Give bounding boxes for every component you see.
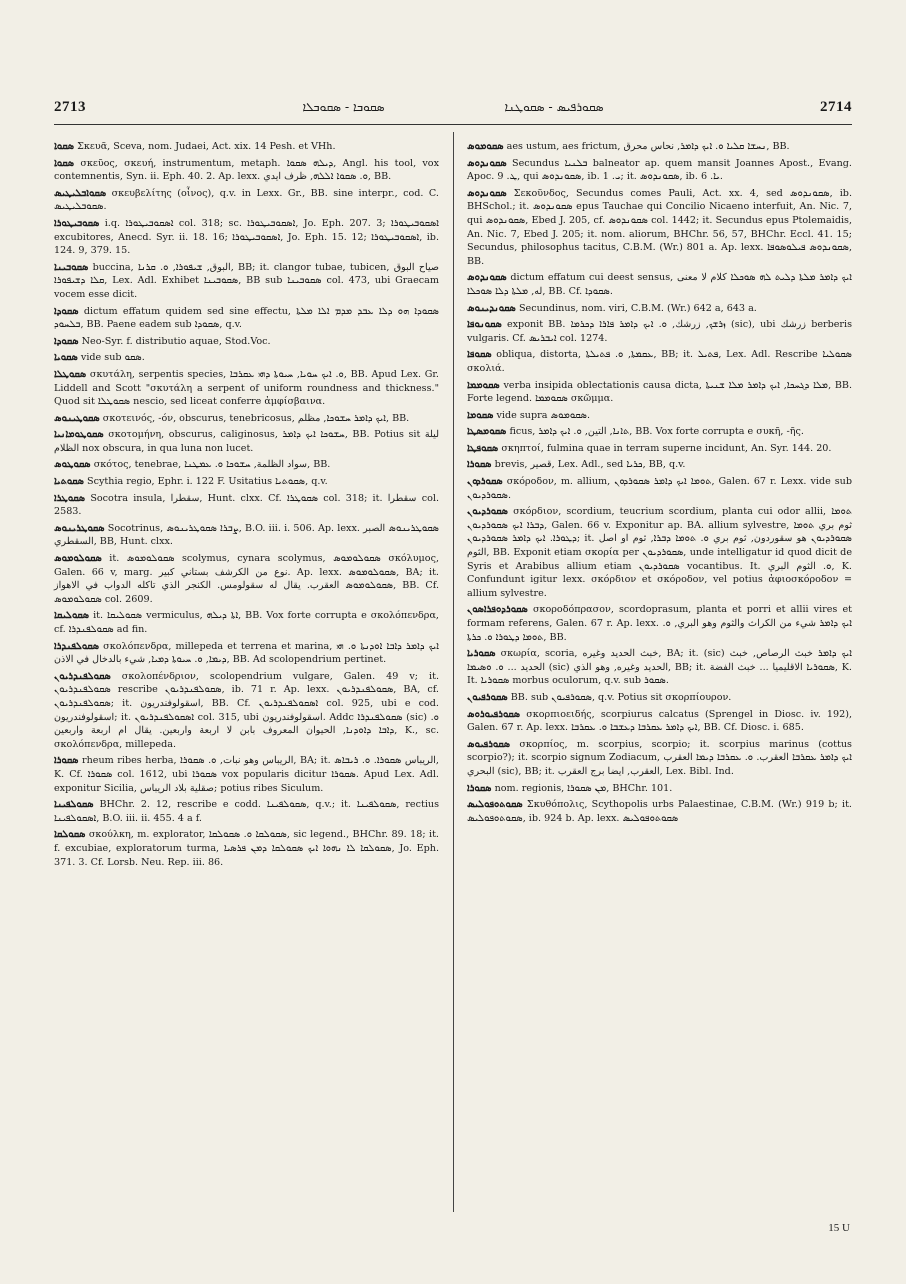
entry-text: σκευβελίτης (οἶνος), q.v. in Lexx. Gr., BB. sine interpr., cod. C. ܣܩܘܒܠܝܛܝܣ. [54,187,439,213]
entry-text: Σεκοῦνδος, Secundus comes Pauli, Act. xx. 4, sed ܣܩܘܢܕܘܣ, ib. BHSchol.; it. ܣܩܘܢܕܘܣ epus Tauchae qui Concilio Nicaeno interfuit, An. Nic. 7, qui ܣܩܘܢܕܘܣ, Ebed J. 205, cf. ܣܩܘܢܕܘܣ col. 1442; it. Secundus epus Ptolemaidis, An. Nic. 7, Ebed J. 205; it. nom. aliorum, BHChr. 56, 57, BHChr. Eccl. 41. 15; Secundus, philosophus tacitus, C.B.M. (Wr.) 801 a. Ap. lexx. ܣܩܘܢܕܘܣ ܦܝܠܘܣܘܦܐ, BB. [467,187,852,267]
entry-headword: ܣܩܘܪܐ [467,459,492,471]
entry-headword: ܣܩܘܪܐ [467,782,492,794]
entry-headword: ܣܩܘܐ [54,141,75,152]
dictionary-entry [467,187,852,269]
entry-text: nom. regionis, ܡܢ ܣܩܘܪܐ, BHChr. 101. [494,782,673,794]
entry-headword: ܣܩܘܢܕܘܣ [467,187,507,199]
entry-headword: ܣܩܘܠܦܢܕܪܝܘܢ [54,670,111,682]
dictionary-entry [54,187,439,214]
entry-text: Socotrinus, ܨܒܪܐ ܣܩܘܛܪܝܢܘܣ, B.O. iii. i. 506. Ap. lexx. ܣܩܘܛܪܝܢܘܣ الصبر السقطري, BB, Hunt. clxx. [54,522,440,548]
dictionary-entry [54,305,439,332]
running-head-left: ܣܩܘܒܐ - ܣܩܘܒܠܐ [302,99,385,114]
entry-headword: ܣܩܘܢܕܘܣ [467,272,507,284]
dictionary-entry [54,640,439,667]
entry-text: σκοτομήνη, obscurus, caliginosus, ܚܫܘܟܐ ܐܝܟ ܕܐܡܪ, BB. Potius sit ليلة الظلام nox obscura, in qua luna non lucet. [54,429,439,454]
entry-headword: ܣܩܘܠܩܐ [54,829,86,841]
entry-text: ficus, ܬܐܢܐ, التين, ܘ. ܐܝܟ ܕܐܡܪ, BB. Vox forte corrupta e συκῆ, -ῆς. [509,426,804,438]
entry-text: σκούλκη, m. explorator, ܣܩܘܠܩܐ ܘ. ܣܩܘܠܩܐ, sic legend., BHChr. 89. 18; it. f. excubiae, exploratorum turma, ܣܩܘܠܩܐ ܠܐ ܢܗܘܐ ܐܝܟ ܣܩܘܠܩܐ ܕܡܢ ܦܪܣܝܐ, Jo. Eph. 371. 3. Cf. Lorsb. Neu. Rep. iii. 86. [54,829,439,868]
entry-text: it. ܣܩܘܠܘܡܘܣ scolymus, cynara scolymus, ܣܩܘܠܘܡܘܣ σκόλυμος, Galen. 66 v, marg. نوع من الكرشف بستاني كبير. Ap. lexx. ܣܩܘܠܘܡܘܣ, BA; it. ܣܩܘܠܘܡܘܣ العقرب. يقال له سقولومس. الكنجر الذي تاكله الدواب في الاهواز, BB. Cf. ܣܩܘܠܘܡܘܣ col. 2609. [54,553,440,605]
dictionary-entry [54,412,439,426]
entry-headword: ܣܩܘܛܘܡܐܢܝܐ [54,429,104,441]
entry-headword: ܣܩܘܐܒܠܝܛܝܣ [54,187,107,199]
entry-headword: ܣܩܘܪܦܝܘܢ [467,691,508,703]
dictionary-entry [467,691,852,705]
dictionary-entry [467,603,852,644]
dictionary-entry [54,368,439,409]
entry-text: σκορπιοειδής, scorpiurus calcatus (Sprengel in Diosc. iv. 192), Galen. 67 r. Ap. lexx. ܐܝܟ ܕܐܡܪ ܥܩܪܒܐ ܕܥܫܒܐ ܘ. ܥܩܪܒܐ, BB. Cf. Diosc. i. 685. [467,708,852,734]
dictionary-entry [467,458,852,472]
entry-headword: ܣܩܘܛܘܣ [54,459,91,471]
entry-headword: ܣܩܘܢܘܦܐ [467,319,502,331]
entry-headword: ܣܩܘܪܝܐ [467,648,496,660]
entry-headword: ܣܩܘܦܐ [467,349,492,361]
dictionary-entry [467,318,852,345]
dictionary-entry [467,157,852,184]
dictionary-entry [54,522,439,549]
entry-headword: ܣܩܘܪܦܝܘܣ [467,738,511,750]
entry-headword: ܣܩܘܡܘܣ [467,141,504,152]
dictionary-entry [54,335,439,349]
entry-text: brevis, قصير, Lex. Adl., sed ܟܪܝܐ, BB, q.v. [494,459,686,471]
entry-headword: ܣܩܘܠܘܡܘܣ [54,553,102,565]
header-rule [54,124,852,125]
dictionary-entry [54,458,439,472]
entry-text: BHChr. 2. 12, rescribe e codd. ܣܩܘܠܦܝܢܐ, q.v.; it. ܣܩܘܠܦܝܢܐ, rectius ܐܣܩܘܠܦܝܢܐ, B.O. iii. ii. 455. 4 a f. [54,799,439,824]
dictionary-entry [54,140,439,154]
entry-text: dictum effatum quidem sed sine effectu, ܣܩܘܕܐ ܗܘ ܕܠܐ ܥܒܕ ܡܕܡ ܐܠܐ ܡܠܬܐ ܒܠܚܘܕ, BB. Paene eadem sub ܣܩܘܕܐ, q.v. [54,305,439,331]
entry-text: buccina, البوق, ܫܝܦܘܪܐ, ܘ. ܩܪܢܐ, BB; it. clangor tubae, tubicen, صياح البوق ܩܠܐ ܕܫܝܦܘܪܐ, Lex. Adl. Exhibet ܣܩܘܒܝܢܐ, BB sub ܣܩܘܒܝܢܐ col. 473, ubi Graecam vocem esse dicit. [54,261,439,300]
entry-text: Σκυθόπολις, Scythopolis urbs Palaestinae, C.B.M. (Wr.) 919 b; it. ܣܩܘܬܘܦܘܠܝܣ, ib. 924 b. Ap. lexx. ܣܩܘܬܘܦܘܠܝܣ [467,799,852,824]
dictionary-entry [467,379,852,406]
entry-headword: ܣܩܘܠܦܝܢܐ [54,799,94,811]
dictionary-entry [467,798,852,825]
entry-text: Secundus ܒܠܢܝܐ balneator ap. quem mansit Joannes Apost., Evang. Apoc. ܛ. 9, qui ܣܩܘܢܕܘܣ, ib. ܝ. 1; it. ܣܩܘܢܕܘܣ, ib. ܝܐ. 6. [467,157,852,183]
right-column [467,140,852,828]
dictionary-entry [54,552,439,606]
dictionary-entry [54,492,439,519]
signature-mark: 15 U [828,1222,850,1234]
entry-headword: ܣܩܘܡܡܐ [467,379,500,391]
dictionary-entry [467,302,852,316]
entry-text: exponit BB. ܙܪܫܟ, زرشك, ܘ. ܐܝܟ ܕܐܡܪ ܦܐܪܐ ܕܟܪܡܐ (sic), ubi زرشك berberis vulgaris. Cf. ܐܝܒܪܝܣ col. 1274. [467,319,853,344]
entry-headword: ܣܩܘܪܦܝܘܪܘܣ [467,708,521,720]
entry-text: verba insipida oblectationis causa dicta, ܡܠܐ ܕܓܚܟܐ, ܐܝܟ ܕܐܡܪ ܡܠܐ ܫܢܝܬܐ, BB. Forte legend. ܣܩܘܡܡܐ σκῶμμα. [467,379,852,405]
entry-headword: ܣܩܘܐ [54,157,75,169]
left-column [54,140,439,872]
entry-headword: ܣܩܘܡܐ [467,409,494,421]
entry-text: σκότος, tenebrae, سواد الظلمة, ܚܫܘܟܐ ܘ. ܥܡܛܢܐ, BB. [93,459,331,471]
entry-text: σκολόπενδρα, millepeda et terrena et marina, ܐܝܟ ܕܐܡܪ ܕܐܒܐ ܐܘܕܢܬܐ ܘ. ܗܝ ܕܝܡܐ, ܘ. ܚܝܘܬܐ ܕܡܝܐ, شيء بالدخال في الاذن, BB. Ad scolopendrium pertinet. [54,640,439,666]
entry-headword: ܣܩܘܪܕܝܘܢ [467,506,508,518]
dictionary-entry [467,738,852,779]
entry-headword: ܣܩܘܦܛܐ [467,442,499,454]
running-heads [302,100,603,115]
entry-headword: ܣܩܘܪܐ [54,755,79,767]
dictionary-entry [54,351,439,365]
entry-headword: ܣܩܘܪܕܘܢ [467,476,503,488]
entry-text: σκοτεινός, -όν, obscurus, tenebricosus, ܐܝܟ ܕܐܡܪ ܚܫܘܟܐ, مظلم, BB. [102,412,410,424]
entry-text: rheum ribes herba, الريباس وهو نبات, ܘ. ܣܩܘܪܐ, BA; it. الريباس ܣܩܘܪܐ. ܘ. ܪܝܒܐܣ, K. Cf. ܣܩܘܪܐ col. 1612, ubi ܣܩܘܪܐ vox popularis dicitur ܣܩܘܪܐ. Apud Lex. Adl. exponitur Sicilia, صقلية بلاد الريباس; potius ribes Siculum. [54,755,439,794]
entry-text: Secundinus, nom. viri, C.B.M. (Wr.) 642 a, 643 a. [518,302,757,314]
dictionary-entry [54,475,439,489]
entry-text: it. ܣܩܘܠܝܩܐ vermiculus, ܐܬܐ ܕܝܠܗ, BB. Vox forte corrupta e σκολόπενδρα, cf. ܣܩܘܠܦܢܕܪܐ ad fin. [54,610,439,635]
entry-headword: ܣܩܘܛܠܐ [54,368,87,380]
entry-headword: ܣܩܘܠܦܢܕܪܐ [54,640,100,652]
entry-headword: ܣܩܘܛܪܐ [54,492,86,504]
dictionary-entry [54,217,439,258]
running-head-right: ܣܩܘܪܦܝܣ - ܣܩܘܛܢܐ [504,99,604,114]
entry-text: Scythia regio, Ephr. i. 122 F. Usitatius ܣܩܘܬܝܐ, q.v. [87,476,328,488]
entry-headword: ܣܩܘܢܕܘܣ [467,157,507,169]
entry-text: σκόρδιον, scordium, teucrium scordium, planta cui odor allii, ܬܘܡܐ ܕܒܪܐ ܐܝܟ ܣܩܘܪܕܝܘܢ, Galen. 66 v. Exponitur ap. BA. allium sylvestre, ثوم بري ܬܘܡܐ ܕܛܘܪܐ. ܐܝܟ ܕܐܡܪ ܣܩܘܪܕܝܘܢ; it. ܣܩܘܪܕܝܘܢ هو سقوردون, ثوم بري ܘ. ܬܘܡܐ ܕܒܪܐ, ثوم او اصل الثوم, BB. Exponit etiam σκορία per ܣܩܘܪܕܝܘܢ, unde intelligatur id quod dicit de Syris et Arabibus allium etiam ܣܩܘܪܕܝܘܢ vocantibus. It. ܘ. الثوم البري, K. Confundunt igitur lexx. σκόρδιον et σκόροδον, vel potius ἀφιοσκόροδον = allium sylvestre. [467,506,852,599]
entry-text: Σκευᾶ, Sceva, nom. Judaei, Act. xix. 14 Pesh. et VHh. [77,141,336,152]
dictionary-entry [467,348,852,375]
dictionary-entry [467,271,852,298]
entry-text: σκωρία, scoria, خبث الحديد وغيره, BA; it. (sic) ܐܝܟ ܕܐܡܪ خبث الرصاص, خبث الحديد ... ܘ. ܘܣܝܡܐ (sic) الحديد وغيره, وهو الذي, BB; it. ܣܩܘܪܝܐ الاقليميا ... خبث الفضة, K. It. ܣܩܘܪܝܐ morbus oculorum, q.v. sub ܣܩܘܪ. [467,648,852,687]
dictionary-entry [467,425,852,439]
page-header [54,96,852,118]
dictionary-entry [54,670,439,752]
entry-text: σκολοπένδριον, scolopendrium vulgare, Galen. 49 v; it. ܣܩܘܠܦܢܕܪܝܘܢ rescribe ܣܩܘܠܦܢܕܪܝܘܢ, ib. 71 r. Ap. lexx. ܣܩܘܠܦܢܕܪܝܘܢ, BA, cf. ܣܩܘܠܦܢܕܪܝܘܢ; it. اسقولوفندريون, BB. Cf. ܐܣܩܘܠܦܢܕܪܝܘܢ col. 925, ubi e cod. اسقولوفندريون; it. ܐܣܩܘܠܦܢܕܪܝܘܢ col. 315, ubi اسقولوفندريون. Addc ܣܩܘܠܦܢܕܪܐ (sic) ܘ. ܕܐܒܐ ܕܐܘܕܢܐ, الحيوان المعروف بابن لا اربعة واربعين. يقال ام اربعة واربعين, K., sc. σκολόπενδρα, millepeda. [54,670,439,750]
dictionary-entry [467,708,852,735]
entry-text: σκορπίος, m. scorpius, scorpio; it. scorpius marinus (cottus scorpio?); it. scorpio signum Zodiacum, ܐܝܟ ܕܐܡܪ ܥܩܪܒܐ العقرب. ܘ. ܥܩܪܒܐ ܕܝܡܐ العقرب البحري (sic), BB; it. العقرب, ايضا برج العقرب, Lex. Bibl. Ind. [467,738,852,777]
dictionary-entry [467,782,852,796]
entry-headword: ܣܩܘܪܕܘܦܪܐܣܘܢ [467,604,528,616]
dictionary-entry [467,505,852,600]
entry-headword: ܣܩܘܝܐ [54,352,78,364]
entry-headword: ܣܩܘܛܪܝܢܘܣ [54,522,105,534]
dictionary-entry [54,609,439,636]
entry-text: σκηπτοί, fulmina quae in terram superne incidunt, An. Syr. 144. 20. [501,442,832,454]
column-divider [453,132,454,1212]
entry-text: σκοροδόπρασον, scordoprasum, planta et porri et allii vires et formam referens, Galen. 67 r. Ap. lexx. ܐܝܟ ܕܐܡܪ شيء من الكراث والثوم وهو البري, ܘ. ܬܘܡܐ ܕܛܘܪܐ ܘ. ܟܪܬܐ, BB. [467,604,852,643]
entry-text: Socotra insula, سقطرا, Hunt. clxx. Cf. ܣܩܘܛܪܐ col. 318; it. سقطرا col. 2583. [54,492,439,518]
entry-text: vide supra ܣܩܘܡܘܣ. [496,409,591,421]
entry-headword: ܣܩܘܕܐ [54,305,79,317]
entry-headword: ܣܩܘܬܝܐ [54,476,84,488]
entry-text: aes ustum, aes frictum, ܢܚܫܐ ܩܠܝܐ ܘ. ܐܝܟ ܕܐܡܪ, نحاس محرق, BB. [506,141,790,152]
entry-text: BB. sub ܣܩܘܪܦܝܘܢ, q.v. Potius sit σκορπίουρον. [510,691,732,703]
page-number-right: 2714 [819,98,852,115]
dictionary-entry [54,261,439,302]
dictionary-entry [467,475,852,502]
dictionary-entry [54,828,439,869]
entry-headword: ܣܩܘܠܝܩܐ [54,610,90,622]
entry-text: i.q. ܐܣܩܘܒܝܛܘܪܐ col. 318; sc. ܐܣܩܘܒܝܛܘܪܐ, Jo. Eph. 207. 3; ܐܣܩܘܒܝܛܘܪܐ excubitores, Anecd. Syr. ii. 18. 16; ܐܣܩܘܒܝܛܘܪܐ, Jo. Eph. 15. 12; ܐܣܩܘܒܝܛܘܪܐ, ib. 124. 9, 379. 15. [54,217,440,257]
dictionary-entry [54,754,439,795]
dictionary-entry [54,157,439,184]
dictionary-entry [467,647,852,688]
dictionary-entry [467,442,852,456]
entry-headword: ܣܩܘܒܝܢܐ [54,261,89,273]
entry-headword: ܣܩܘܢܕܝܢܘܣ [467,302,516,314]
entry-text: dictum effatum cui deest sensus, ܐܝܟ ܕܐܡܪ ܡܠܬܐ ܕܠܝܬ ܠܗ ܣܘܟܠܐ كلام لا معنى له, ܡܠܬܐ ܕܠܐ ܣܘܟܠܐ, BB. Cf. ܣܩܘܕܐ. [467,272,852,297]
dictionary-entry [467,140,852,154]
entry-headword: ܣܩܘܕܐ [54,335,79,347]
page-number-left: 2713 [54,98,86,115]
dictionary-entry [54,428,439,455]
entry-headword: ܣܩܘܬܘܦܘܠܝܣ [467,799,523,811]
entry-text: σκυτάλη, serpentis species, ܘ. ܐܝܟ ܚܘܝܐ, ܚܝܘܬܐ ܕܗܝ ܥܩܪܒܐ, BB. Apud Lex. Gr. Liddell and Scott "σκυτάλη a serpent of uniform roundness and thickness." Quod sit ܣܩܘܛܠܐ nescio, sed liceat conferre ἀμφίσβαινα. [54,368,439,408]
entry-headword: ܣܩܘܒܝܛܘܪܐ [54,217,100,229]
entry-text: vide sub ܣܩܘ. [80,352,145,364]
entry-headword: ܣܩܘܛܝܢܘܣ [54,412,100,424]
entry-text: Neo-Syr. f. distributio aquae, Stod.Voc. [81,335,271,347]
entry-headword: ܣܩܘܡܣܛܐ [467,426,507,438]
entry-text: σκόροδον, m. allium, ܬܘܡܐ ܐܝܟ ܕܐܡܪ ܣܩܘܪܕܘܢ, Galen. 67 r. Lexx. vide sub ܣܩܘܪܕܝܘܢ. [467,476,852,501]
entry-text: σκεῦος, σκευή, instrumentum, metaph. ܕܝܠܗ ܣܩܘܐ, Angl. his tool, vox contemnentis, Syn. ii. Eph. 40. 2. Ap. lexx. ܘ. ܣܩܘܐ ܐܠܠܗ, ظرف ايدي, BB. [54,157,439,183]
dictionary-entry [54,798,439,825]
entry-text: obliqua, distorta, ܥܩܡܬܐ, ܘ. ܦܬܝܠܬܐ, BB; it. ܦܬܝܠ, Lex. Adl. Rescribe ܣܩܘܠܝܐ σκολιά. [467,349,852,374]
dictionary-entry [467,409,852,423]
